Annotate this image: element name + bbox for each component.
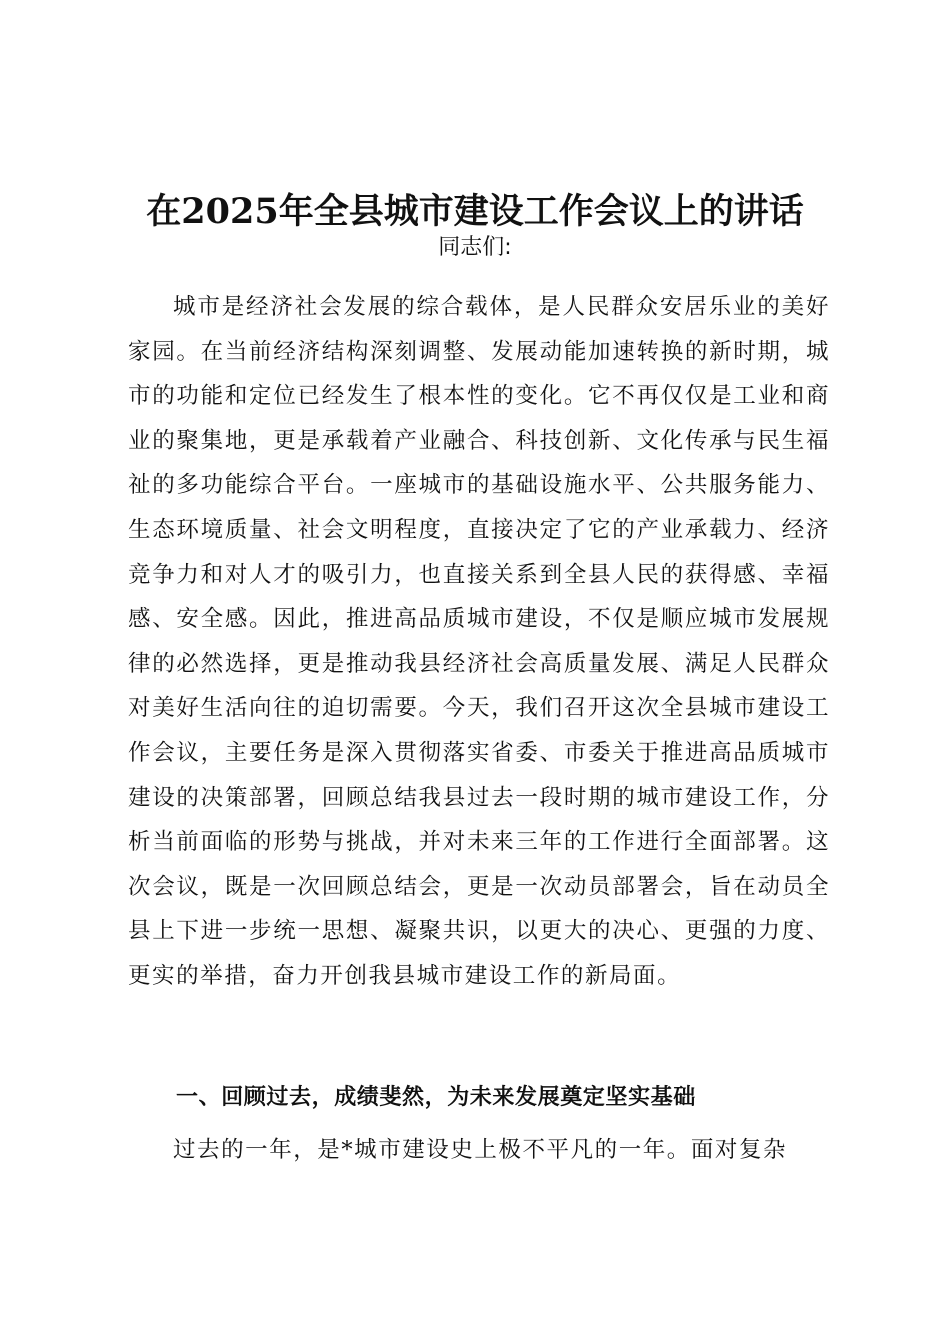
section-paragraph: 过去的一年，是*城市建设史上极不平凡的一年。面对复杂 bbox=[173, 1137, 788, 1163]
section-heading: 一、回顾过去，成绩斐然，为未来发展奠定坚实基础 bbox=[176, 1085, 696, 1110]
document-title: 在2025年全县城市建设工作会议上的讲话 bbox=[146, 191, 804, 233]
salutation: 同志们: bbox=[438, 235, 512, 260]
intro-paragraph: 城市是经济社会发展的综合载体，是人民群众安居乐业的美好家园。在当前经济结构深刻调整、发展动能加速转换的新时期，城市的功能和定位已经发生了根本性的变化。它不再仅仅是工业和商业的聚集地，更是承载着产业融合、科技创新、文化传承与民生福祉的多功能综合平台。一座城市的基础设施水平、公共服务能力、生态环境质量、社会文明程度，直接决定了它的产业承载力、经济竞争力和对人才的吸引力，也直接关系到全县人民的获得感、幸福感、安全感。因此，推进高品质城市建设，不仅是顺应城市发展规律的必然选择，更是推动我县经济社会高质量发展、满足人民群众对美好生活向往的迫切需要。今天，我们召开这次全县城市建设工作会议，主要任务是深入贯彻落实省委、市委关于推进高品质城市建设的决策部署，回顾总结我县过去一段时期的城市建设工作，分析当前面临的形势与挑战，并对未来三年的工作进行全面部署。这次会议，既是一次回顾总结会，更是一次动员部署会，旨在动员全县上下进一步统一思想、凝聚共识，以更大的决心、更强的力度、更实的举措，奋力开创我县城市建设工作的新局面。 bbox=[128, 294, 830, 989]
